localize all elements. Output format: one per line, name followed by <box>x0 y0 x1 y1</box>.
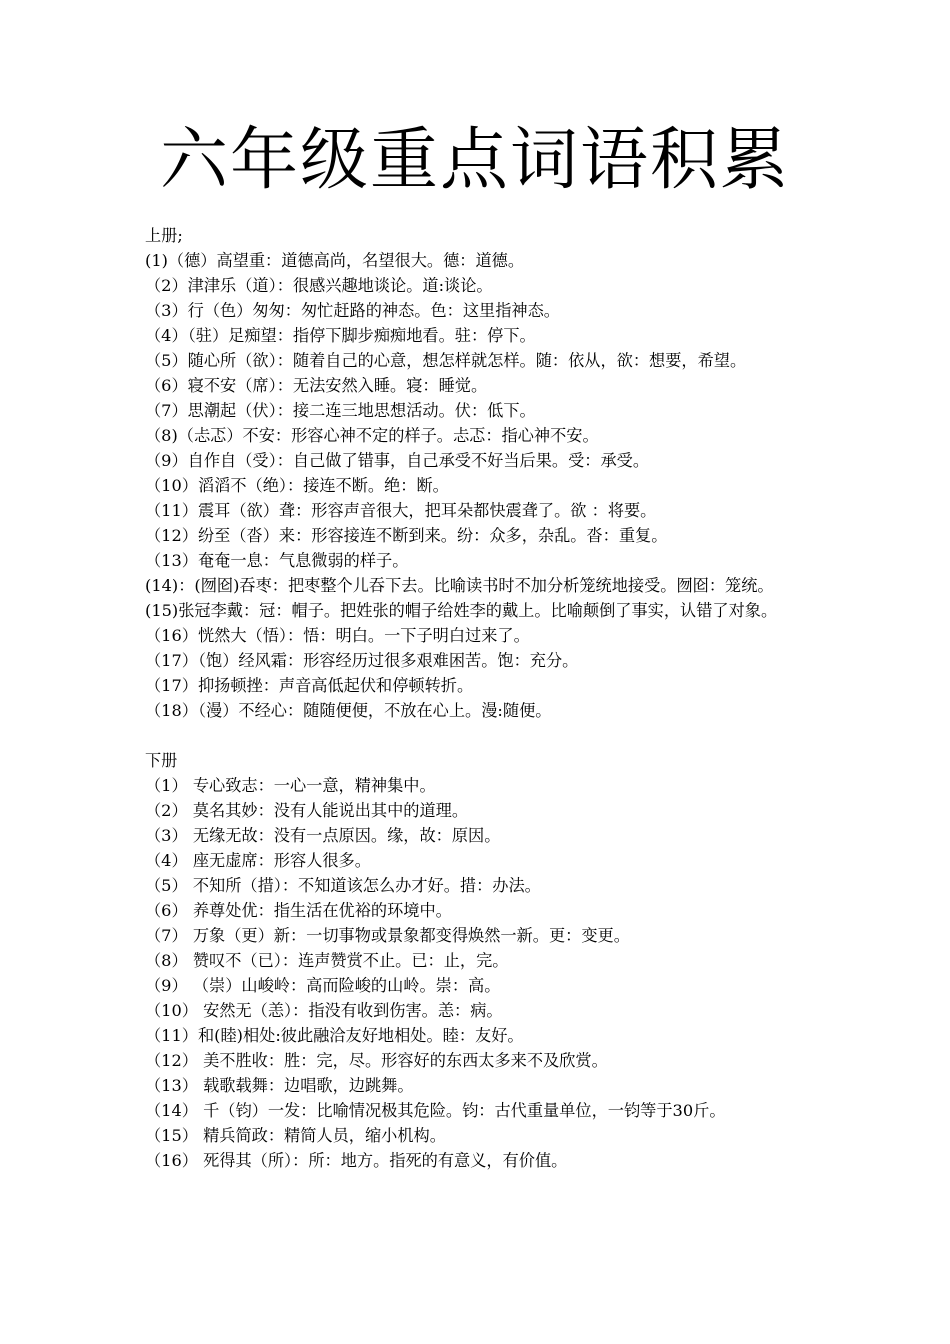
section-heading-upper: 上册; <box>145 226 183 245</box>
upper-item: （7）思潮起（伏）：接二连三地思想活动。伏：低下。 <box>145 401 536 420</box>
lower-item: （8） 赞叹不（已）：连声赞赏不止。已：止，完。 <box>145 951 509 970</box>
section-spacer <box>145 723 815 748</box>
upper-item: (1)（德）高望重：道德高尚，名望很大。德：道德。 <box>145 251 525 270</box>
lower-item: （7） 万象（更）新：一切事物或景象都变得焕然一新。更：变更。 <box>145 926 630 945</box>
lower-item: （9） （崇）山峻岭：高而险峻的山岭。崇：高。 <box>145 976 501 995</box>
upper-item: （4）（驻）足痴望：指停下脚步痴痴地看。驻：停下。 <box>145 326 536 345</box>
lower-item: （15） 精兵简政：精简人员，缩小机构。 <box>145 1126 446 1145</box>
lower-item: （16） 死得其（所）：所：地方。指死的有意义，有价值。 <box>145 1151 568 1170</box>
upper-item: （11）震耳（欲）聋：形容声音很大，把耳朵都快震聋了。欲 ：将要。 <box>145 501 657 520</box>
upper-item: （6）寝不安（席）：无法安然入睡。寝：睡觉。 <box>145 376 488 395</box>
upper-item: （8)（忐忑）不安：形容心神不定的样子。忐忑：指心神不安。 <box>145 426 599 445</box>
lower-item: （5） 不知所（措）：不知道该怎么办才好。措：办法。 <box>145 876 541 895</box>
upper-item: （5）随心所（欲）：随着自己的心意，想怎样就怎样。随：依从，欲：想要，希望。 <box>145 351 747 370</box>
upper-item: (14)：(囫囵)吞枣：把枣整个儿吞下去。比喻读书时不加分析笼统地接受。囫囵：笼统。 <box>145 576 774 595</box>
upper-item: （13）奄奄一息：气息微弱的样子。 <box>145 551 409 570</box>
upper-item: （17）（饱）经风霜：形容经历过很多艰难困苦。饱：充分。 <box>145 651 579 670</box>
upper-item: (15)张冠李戴：冠：帽子。把姓张的帽子给姓李的戴上。比喻颠倒了事实，认错了对象。 <box>145 601 778 620</box>
lower-item: （4） 座无虚席：形容人很多。 <box>145 851 371 870</box>
lower-item: （2） 莫名其妙：没有人能说出其中的道理。 <box>145 801 469 820</box>
upper-item: （17）抑扬顿挫：声音高低起伏和停顿转折。 <box>145 676 474 695</box>
lower-item: （13） 载歌载舞：边唱歌，边跳舞。 <box>145 1076 414 1095</box>
page-title: 六年级重点词语积累 <box>159 121 790 200</box>
upper-item: （3）行（色）匆匆：匆忙赶路的神态。色：这里指神态。 <box>145 301 560 320</box>
section-heading-lower: 下册 <box>145 751 178 770</box>
upper-item: （9）自作自（受）：自己做了错事，自己承受不好当后果。受：承受。 <box>145 451 650 470</box>
upper-item: （18）（漫）不经心：随随便便，不放在心上。漫:随便。 <box>145 701 552 720</box>
lower-item: （14） 千（钧）一发：比喻情况极其危险。钧：古代重量单位，一钧等于30斤。 <box>145 1101 726 1120</box>
upper-item: （10）滔滔不（绝）：接连不断。绝：断。 <box>145 476 449 495</box>
lower-item: （11）和(睦)相处:彼此融洽友好地相处。睦：友好。 <box>145 1026 524 1045</box>
lower-item: （6） 养尊处优：指生活在优裕的环境中。 <box>145 901 452 920</box>
lower-item: （12） 美不胜收：胜：完，尽。形容好的东西太多来不及欣赏。 <box>145 1051 608 1070</box>
lower-item: （1） 专心致志：一心一意，精神集中。 <box>145 776 436 795</box>
upper-item: （12）纷至（沓）来：形容接连不断到来。纷：众多，杂乱。沓：重复。 <box>145 526 668 545</box>
lower-item: （3） 无缘无故：没有一点原因。缘，故：原因。 <box>145 826 501 845</box>
upper-item: （16）恍然大（悟）：悟：明白。一下子明白过来了。 <box>145 626 530 645</box>
upper-item: （2）津津乐（道）：很感兴趣地谈论。道:谈论。 <box>145 276 493 295</box>
lower-item: （10） 安然无（恙）：指没有收到伤害。恙：病。 <box>145 1001 503 1020</box>
document-body <box>145 223 815 1173</box>
